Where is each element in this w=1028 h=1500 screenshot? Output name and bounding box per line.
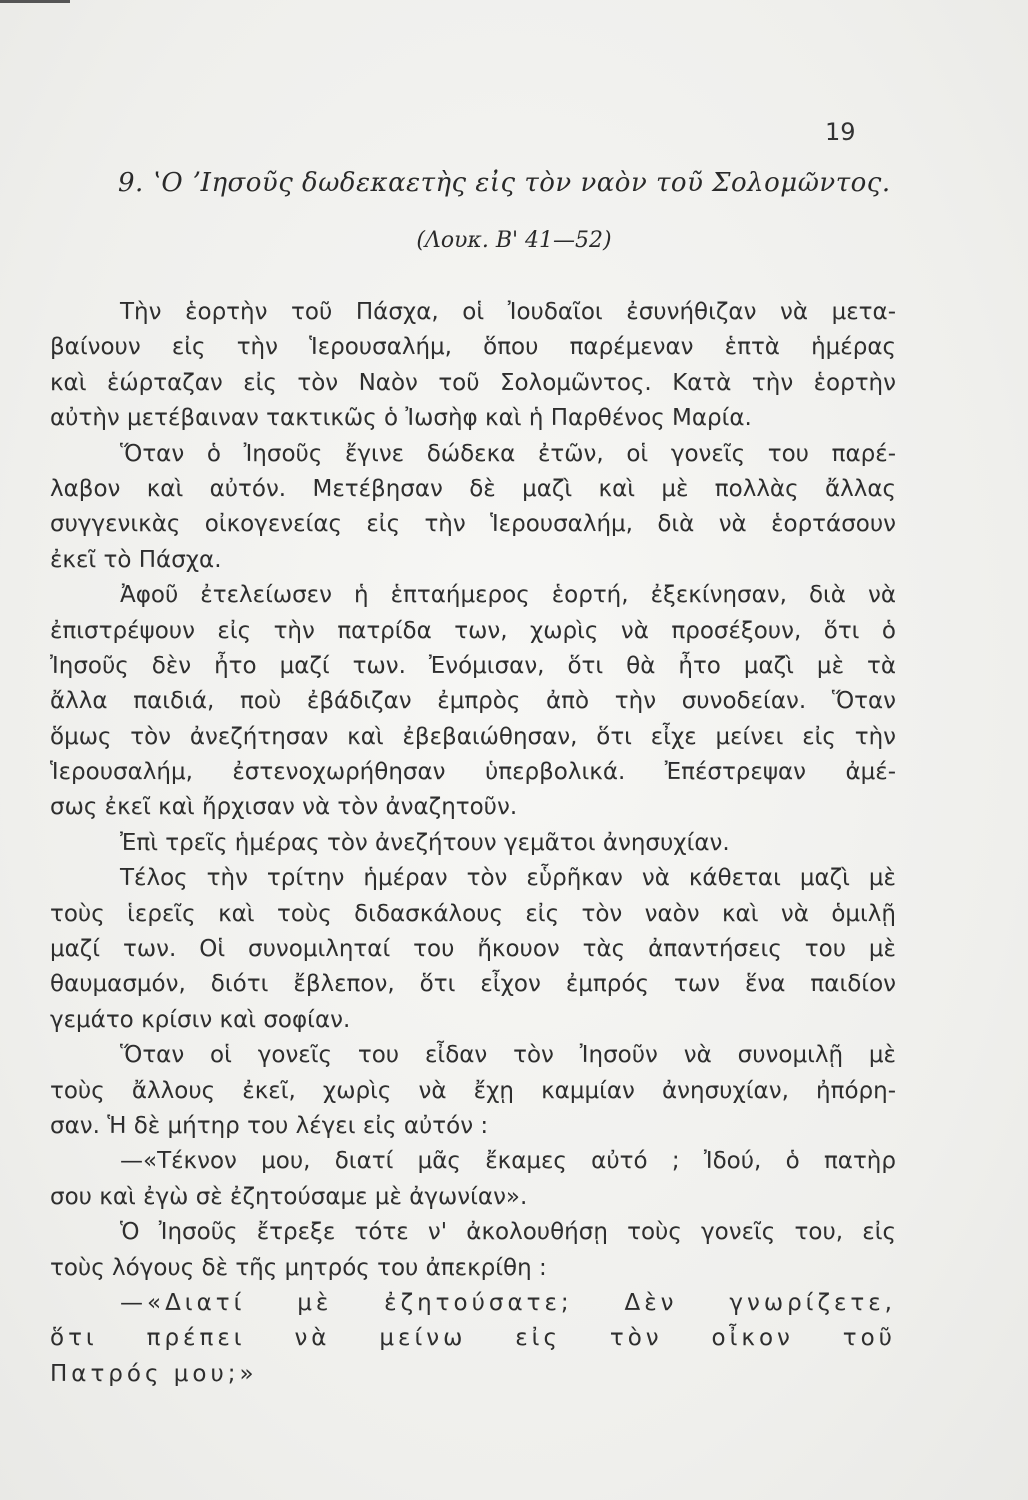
text-line: Ὅταν ὁ Ἰησοῦς ἔγινε δώδεκα ἐτῶν, οἱ γονεῖς του παρέ- [120, 440, 896, 467]
text-line: Τὴν ἑορτὴν τοῦ Πάσχα, οἱ Ἰουδαῖοι ἐσυνήθιζαν νὰ μετα- [120, 299, 896, 325]
chapter-title: 9. ʽΟ ʼΙησοῦς δωδεκαετὴς εἰς τὸν ναὸν τοῦ Σολομῶντος. [118, 168, 891, 198]
text-line: βαίνουν εἰς τὴν Ἱερουσαλήμ, ὅπου παρέμεναν ἑπτὰ ἡμέρας [50, 334, 896, 361]
text-line: μαζί των. Οἱ συνομιληταί του ἤκουον τὰς ἀπαντήσεις του μὲ [50, 936, 896, 963]
page-number: 19 [825, 118, 856, 146]
text-line: ἄλλα παιδιά, ποὺ ἐβάδιζαν ἐμπρὸς ἀπὸ τὴν συνοδείαν. Ὅταν [50, 688, 896, 715]
text-line: Ἀφοῦ ἐτελείωσεν ἡ ἑπταήμερος ἑορτή, ἐξεκίνησαν, διὰ νὰ [120, 582, 896, 609]
text-line: Ἐπὶ τρεῖς ἡμέρας τὸν ἀνεζήτουν γεμᾶτοι ἀνησυχίαν. [120, 829, 730, 856]
text-line: σαν. Ἡ δὲ μήτηρ του λέγει εἰς αὐτόν : [50, 1112, 489, 1139]
text-line: Ὅταν οἱ γονεῖς του εἶδαν τὸν Ἰησοῦν νὰ συνομιλῇ μὲ [120, 1042, 896, 1069]
text-line: ἐπιστρέψουν εἰς τὴν πατρίδα των, χωρὶς νὰ προσέξουν, ὅτι ὁ [50, 617, 896, 644]
text-line: γεμάτο κρίσιν καὶ σοφίαν. [50, 1006, 351, 1033]
text-line: Ἰησοῦς δὲν ἦτο μαζί των. Ἐνόμισαν, ὅτι θὰ ἦτο μαζὶ μὲ τὰ [50, 652, 896, 679]
text-line: σως ἐκεῖ καὶ ἤρχισαν νὰ τὸν ἀναζητοῦν. [50, 794, 518, 821]
text-line: συγγενικὰς οἰκογενείας εἰς τὴν Ἱερουσαλήμ, διὰ νὰ ἑορτάσουν [50, 511, 896, 538]
text-line: Ἱερουσαλήμ, ἐστενοχωρήθησαν ὑπερβολικά. Ἐπέστρεψαν ἀμέ- [50, 759, 896, 786]
text-line: Πατρός μου;» [50, 1360, 258, 1387]
text-line: λαβον καὶ αὐτόν. Μετέβησαν δὲ μαζὶ καὶ μὲ πολλὰς ἄλλας [50, 475, 896, 502]
text-line: Τέλος τὴν τρίτην ἡμέραν τὸν εὗρῆκαν νὰ κάθεται μαζὶ μὲ [120, 865, 896, 892]
text-line: αὐτὴν μετέβαιναν τακτικῶς ὁ Ἰωσὴφ καὶ ἡ Παρθένος Μαρία. [50, 405, 752, 432]
text-line: ὅτι πρέπει νὰ μείνω εἰς τὸν οἶκον τοῦ [50, 1325, 896, 1352]
body-text [50, 295, 896, 1392]
text-line: τοὺς λόγους δὲ τῆς μητρός του ἀπεκρίθη : [50, 1254, 547, 1281]
text-line: Ὁ Ἰησοῦς ἔτρεξε τότε ν' ἀκολουθήσῃ τοὺς γονεῖς του, εἰς [120, 1219, 896, 1246]
text-line: —«Τέκνον μου, διατί μᾶς ἔκαμες αὐτό ; Ἰδού, ὁ πατὴρ [120, 1148, 896, 1175]
text-line: —«Διατί μὲ ἐζητούσατε; Δὲν γνωρίζετε, [120, 1289, 896, 1316]
text-line: σου καὶ ἐγὼ σὲ ἐζητούσαμε μὲ ἀγωνίαν». [50, 1183, 528, 1210]
text-line: ὅμως τὸν ἀνεζήτησαν καὶ ἐβεβαιώθησαν, ὅτι εἶχε μείνει εἰς τὴν [50, 723, 896, 750]
text-line: θαυμασμόν, διότι ἔβλεπον, ὅτι εἶχον ἐμπρός των ἕνα παιδίον [50, 971, 896, 998]
top-edge-rule [0, 0, 70, 3]
text-line: τοὺς ἱερεῖς καὶ τοὺς διδασκάλους εἰς τὸν ναὸν καὶ νὰ ὁμιλῇ [50, 900, 896, 927]
text-line: τοὺς ἄλλους ἐκεῖ, χωρὶς νὰ ἔχῃ καμμίαν ἀνησυχίαν, ἠπόρη- [50, 1077, 896, 1104]
chapter-reference: (Λουκ. Β' 41—52) [416, 228, 612, 253]
text-line: καὶ ἑώρταζαν εἰς τὸν Ναὸν τοῦ Σολομῶντος. Κατὰ τὴν ἑορτὴν [50, 369, 896, 396]
text-line: ἐκεῖ τὸ Πάσχα. [50, 546, 222, 573]
